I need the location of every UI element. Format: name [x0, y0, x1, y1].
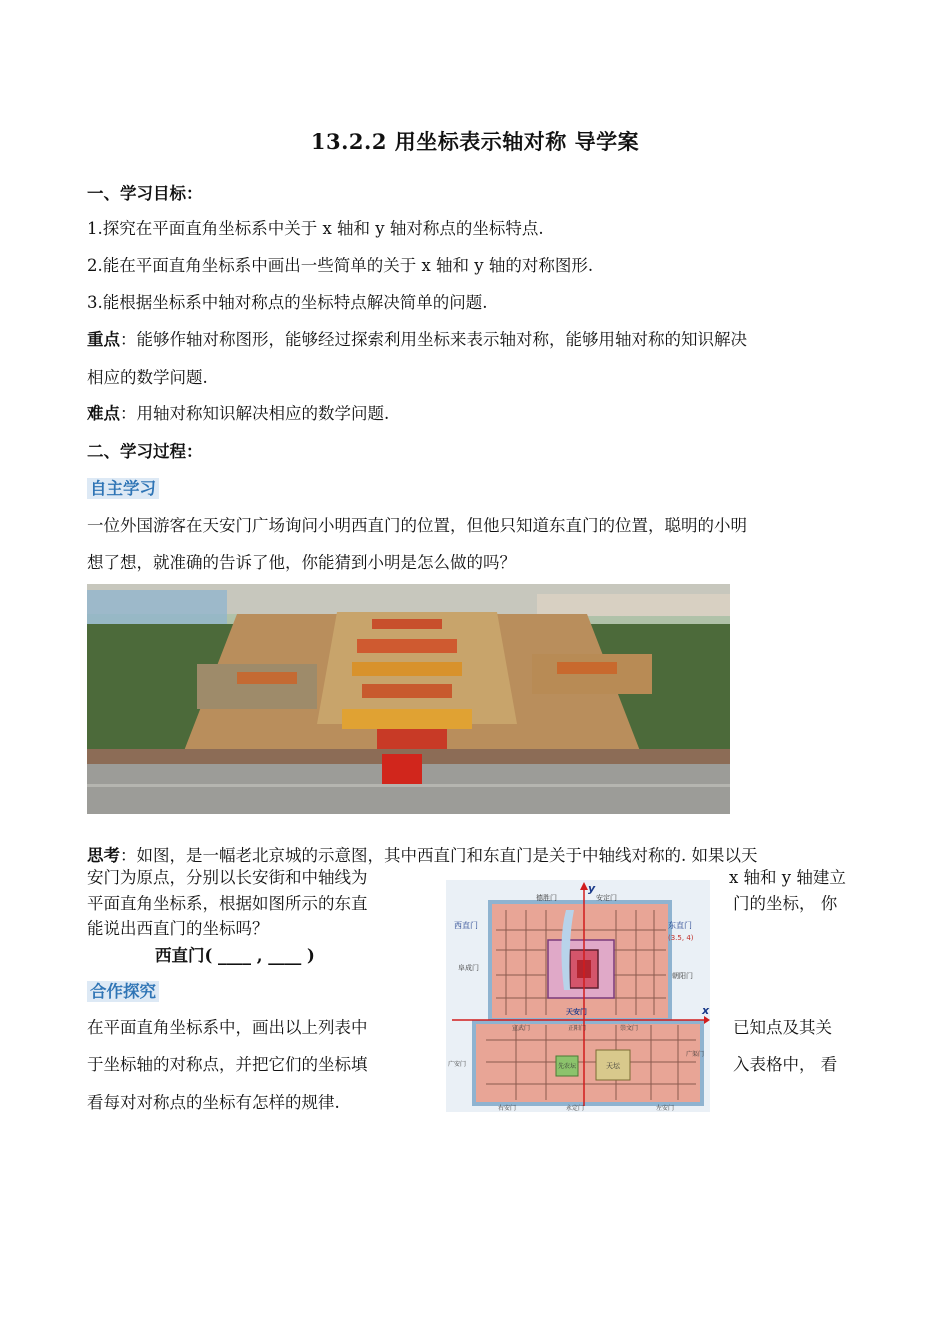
key-point-cont: 相应的数学问题.: [87, 368, 208, 387]
difficulty-label: 难点: [87, 404, 120, 423]
x-axis-label: x: [702, 1004, 710, 1017]
coop-tag: 合作探究: [87, 981, 159, 1002]
think-line-4: 能说出西直门的坐标吗？: [87, 919, 269, 938]
outer-city: [474, 1022, 705, 1104]
beijing-map: [446, 880, 710, 1112]
tiantan-label: 天坛: [606, 1062, 620, 1070]
xiannong-label: 先农坛: [558, 1063, 577, 1070]
difficulty: [87, 404, 389, 424]
key-point: [87, 330, 747, 350]
story-line-2: 想了想，就准确的告诉了他，你能猜到小明是怎么做的吗？: [87, 553, 516, 572]
youanmen-label: 右安门: [498, 1105, 517, 1112]
think-label: 思考: [87, 846, 120, 865]
coop-line-2-right: 入表格中， 看: [733, 1055, 838, 1074]
self-study-tag-wrap: [87, 479, 159, 499]
zuoanmen-label: 左安门: [656, 1105, 675, 1112]
east-gate-coord: (3.5, 4): [668, 934, 694, 942]
guangqumen-label: 广渠门: [686, 1051, 705, 1058]
section-heading-goals: 一、学习目标：: [87, 184, 203, 203]
think-line-1: [87, 846, 758, 866]
key-point-text: ：能够作轴对称图形，能够经过探索利用坐标来表示轴对称，能够用轴对称的知识解决: [120, 330, 747, 349]
answer-blank: 西直门( ____ , ____ ): [155, 946, 315, 965]
guanganmen-label: 广安门: [448, 1061, 467, 1068]
y-axis-label: y: [588, 882, 596, 895]
fuchengmen-label: 阜成门: [458, 964, 479, 972]
page-title: 13.2.2 用坐标表示轴对称 导学案: [310, 129, 640, 154]
think-text-1: ：如图，是一幅老北京城的示意图，其中西直门和东直门是关于中轴线对称的. 如果以天: [120, 846, 758, 865]
think-line-3-left: 平面直角坐标系，根据如图所示的东直: [87, 894, 368, 913]
west-gate-label: 西直门: [454, 921, 478, 930]
chongwenmen-label: 崇文门: [620, 1025, 639, 1032]
forbidden-city-photo: [87, 584, 730, 814]
coop-tag-wrap: [87, 982, 159, 1002]
tiananmen-label: 天安门: [566, 1008, 587, 1016]
think-line-3-right: 门的坐标， 你: [733, 894, 838, 913]
story-line-1: 一位外国游客在天安门广场询问小明西直门的位置，但他只知道东直门的位置，聪明的小明: [87, 516, 747, 535]
key-point-label: 重点: [87, 330, 120, 349]
think-line-2-right: x 轴和 y 轴建立: [729, 868, 846, 887]
coop-line-1-right: 已知点及其关: [733, 1018, 832, 1037]
chaoyangmen-label: 朝阳门: [672, 972, 693, 980]
think-line-2-left: 安门为原点，分别以长安街和中轴线为: [87, 868, 368, 887]
andingmen-label: 安定门: [596, 894, 617, 902]
zhengyangmen-label: 正阳门: [568, 1025, 587, 1032]
coop-line-1-left: 在平面直角坐标系中，画出以上列表中: [87, 1018, 368, 1037]
east-gate-label: 东直门: [668, 921, 692, 930]
yongdingmen-label: 永定门: [566, 1105, 585, 1112]
self-study-tag: 自主学习: [87, 478, 159, 499]
deshengmen-label: 德胜门: [536, 894, 557, 902]
goal-2: 2.能在平面直角坐标系中画出一些简单的关于 x 轴和 y 轴的对称图形.: [87, 256, 594, 275]
difficulty-text: ：用轴对称知识解决相应的数学问题.: [120, 404, 390, 423]
goal-1: 1.探究在平面直角坐标系中关于 x 轴和 y 轴对称点的坐标特点.: [87, 219, 544, 238]
goal-3: 3.能根据坐标系中轴对称点的坐标特点解决简单的问题.: [87, 293, 488, 312]
section-heading-process: 二、学习过程：: [87, 442, 203, 461]
coop-line-2-left: 于坐标轴的对称点，并把它们的坐标填: [87, 1055, 368, 1074]
coop-line-3: 看每对对称点的坐标有怎样的规律.: [87, 1093, 340, 1112]
xuanwumen-label: 宣武门: [512, 1025, 531, 1032]
